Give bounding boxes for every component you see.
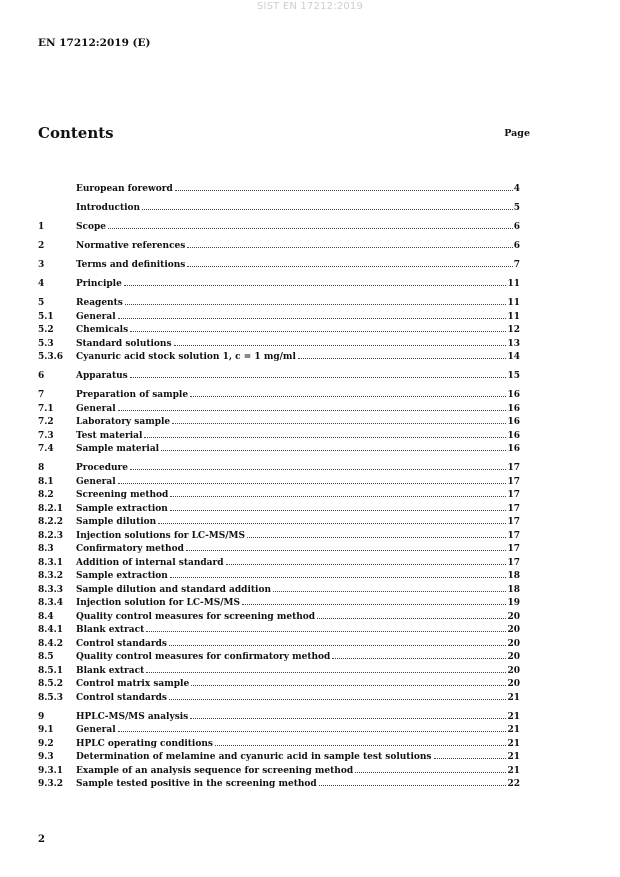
toc-entry-title: HPLC operating conditions bbox=[76, 738, 213, 749]
toc-entry[interactable] bbox=[38, 476, 520, 490]
toc-dot-leader bbox=[190, 718, 506, 719]
toc-entry[interactable] bbox=[38, 351, 520, 365]
toc-entry-page: 4 bbox=[513, 184, 520, 194]
toc-entry-number: 5.3 bbox=[38, 338, 54, 349]
toc-entry-page: 16 bbox=[507, 417, 520, 427]
document-identifier: EN 17212:2019 (E) bbox=[38, 37, 151, 49]
toc-entry-number: 7.1 bbox=[38, 403, 54, 414]
toc-entry-page: 7 bbox=[513, 260, 520, 270]
toc-entry-page: 15 bbox=[507, 371, 520, 381]
toc-entry-page: 20 bbox=[507, 611, 520, 622]
toc-entry-title: Sample tested positive in the screening method bbox=[76, 779, 317, 789]
toc-entry-page: 6 bbox=[513, 222, 520, 232]
toc-entry-title: Test material bbox=[76, 430, 143, 441]
toc-entry-number: 5 bbox=[38, 298, 45, 308]
toc-entry-title: Example of an analysis sequence for screening method bbox=[76, 765, 354, 776]
toc-dot-leader bbox=[158, 523, 506, 524]
toc-entry-number: 7 bbox=[38, 390, 45, 400]
toc-entry-title: Procedure bbox=[76, 463, 129, 473]
toc-entry[interactable] bbox=[38, 557, 520, 571]
toc-dot-leader bbox=[174, 345, 507, 346]
toc-entry-number: 3 bbox=[38, 260, 45, 270]
toc-entry[interactable] bbox=[38, 516, 520, 530]
toc-dot-leader bbox=[319, 785, 507, 786]
toc-dot-leader bbox=[242, 604, 507, 605]
toc-dot-leader bbox=[144, 437, 506, 438]
toc-dot-leader bbox=[124, 285, 507, 286]
toc-entry-title: Addition of internal standard bbox=[76, 557, 224, 568]
toc-entry[interactable] bbox=[38, 259, 520, 273]
toc-entry-number: 8.3 bbox=[38, 544, 54, 554]
toc-entry-number: 7.4 bbox=[38, 444, 54, 454]
toc-entry[interactable] bbox=[38, 311, 520, 325]
toc-dot-leader bbox=[169, 699, 506, 700]
toc-dot-leader bbox=[273, 591, 506, 592]
toc-dot-leader bbox=[170, 496, 506, 497]
toc-entry-number: 8.5 bbox=[38, 652, 54, 662]
toc-entry-number: 8.5.3 bbox=[38, 692, 64, 703]
toc-entry-number: 7.2 bbox=[38, 417, 54, 427]
toc-entry-page: 17 bbox=[507, 503, 520, 514]
toc-dot-leader bbox=[247, 537, 506, 538]
toc-entry-number: 6 bbox=[38, 371, 45, 381]
toc-entry-page: 18 bbox=[507, 571, 520, 581]
toc-entry-title: General bbox=[76, 476, 116, 487]
toc-entry-number: 9.3 bbox=[38, 752, 54, 762]
toc-dot-leader bbox=[175, 190, 513, 191]
toc-entry[interactable] bbox=[38, 778, 520, 792]
toc-entry-title: Sample dilution and standard addition bbox=[76, 584, 272, 595]
toc-entry[interactable] bbox=[38, 665, 520, 679]
toc-entry[interactable] bbox=[38, 597, 520, 611]
toc-dot-leader bbox=[146, 672, 506, 673]
toc-entry-page: 17 bbox=[507, 517, 520, 527]
toc-entry[interactable] bbox=[38, 297, 520, 311]
toc-entry-title: Quality control measures for screening method bbox=[76, 611, 316, 622]
toc-entry-title: Chemicals bbox=[76, 325, 129, 335]
toc-entry[interactable] bbox=[38, 221, 520, 235]
toc-entry-number: 9.3.2 bbox=[38, 779, 64, 789]
toc-entry-number: 8.3.4 bbox=[38, 598, 64, 608]
watermark-text: SIST EN 17212:2019 bbox=[256, 1, 364, 12]
toc-entry-title: Determination of melamine and cyanuric acid in sample test solutions bbox=[76, 752, 432, 762]
toc-entry-page: 18 bbox=[507, 584, 520, 595]
toc-entry[interactable] bbox=[38, 711, 520, 725]
toc-entry[interactable] bbox=[38, 370, 520, 384]
toc-entry-title: Sample material bbox=[76, 444, 160, 454]
toc-entry[interactable] bbox=[38, 765, 520, 779]
toc-entry-title: Injection solution for LC-MS/MS bbox=[76, 598, 240, 608]
toc-entry-page: 20 bbox=[507, 638, 520, 649]
toc-dot-leader bbox=[226, 564, 507, 565]
toc-entry-title: Standard solutions bbox=[76, 338, 172, 349]
toc-entry-page: 20 bbox=[507, 679, 520, 689]
footer-page-number: 2 bbox=[38, 834, 45, 845]
toc-entry[interactable] bbox=[38, 443, 520, 457]
toc-entry[interactable] bbox=[38, 202, 520, 216]
page-column-label: Page bbox=[504, 128, 530, 139]
toc-entry-title: European foreword bbox=[76, 184, 173, 194]
page-title: Contents bbox=[38, 124, 114, 142]
toc-entry-title: General bbox=[76, 403, 116, 414]
toc-entry-title: Blank extract bbox=[76, 625, 145, 635]
toc-entry-page: 21 bbox=[507, 711, 520, 722]
toc-entry-title: Blank extract bbox=[76, 665, 145, 676]
toc-entry[interactable] bbox=[38, 324, 520, 338]
toc-entry-title: Sample extraction bbox=[76, 503, 168, 514]
toc-entry[interactable] bbox=[38, 624, 520, 638]
toc-dot-leader bbox=[130, 469, 506, 470]
toc-entry-title: Laboratory sample bbox=[76, 417, 171, 427]
toc-entry-page: 17 bbox=[507, 490, 520, 500]
table-of-contents bbox=[38, 183, 520, 792]
toc-dot-leader bbox=[317, 618, 506, 619]
toc-entry-number: 9.2 bbox=[38, 738, 54, 749]
toc-entry-page: 17 bbox=[507, 530, 520, 541]
toc-entry-title: Scope bbox=[76, 222, 107, 232]
toc-dot-leader bbox=[191, 685, 506, 686]
toc-entry-number: 8.3.1 bbox=[38, 557, 64, 568]
toc-dot-leader bbox=[142, 209, 513, 210]
toc-dot-leader bbox=[118, 318, 507, 319]
toc-entry-page: 16 bbox=[507, 444, 520, 454]
toc-dot-leader bbox=[355, 772, 506, 773]
toc-entry-page: 12 bbox=[507, 325, 520, 335]
toc-entry[interactable] bbox=[38, 278, 520, 292]
toc-entry-title: Confirmatory method bbox=[76, 544, 184, 554]
toc-entry[interactable] bbox=[38, 638, 520, 652]
toc-entry-page: 21 bbox=[507, 738, 520, 749]
toc-entry-page: 16 bbox=[507, 390, 520, 400]
toc-entry-page: 17 bbox=[507, 544, 520, 554]
toc-entry[interactable] bbox=[38, 403, 520, 417]
toc-entry-title: Preparation of sample bbox=[76, 390, 189, 400]
toc-dot-leader bbox=[118, 483, 507, 484]
toc-entry-page: 17 bbox=[507, 476, 520, 487]
toc-dot-leader bbox=[125, 304, 507, 305]
toc-dot-leader bbox=[187, 247, 512, 248]
toc-entry-title: Sample extraction bbox=[76, 571, 168, 581]
toc-dot-leader bbox=[172, 423, 506, 424]
toc-entry[interactable] bbox=[38, 503, 520, 517]
toc-entry-page: 16 bbox=[507, 430, 520, 441]
toc-entry-number: 8.2 bbox=[38, 490, 54, 500]
toc-dot-leader bbox=[434, 758, 507, 759]
toc-entry-title: General bbox=[76, 311, 116, 322]
toc-entry[interactable] bbox=[38, 651, 520, 665]
toc-entry-page: 14 bbox=[507, 352, 520, 362]
toc-dot-leader bbox=[186, 550, 507, 551]
toc-entry[interactable] bbox=[38, 611, 520, 625]
toc-entry-title: Reagents bbox=[76, 298, 123, 308]
toc-entry-number: 8.5.1 bbox=[38, 665, 64, 676]
toc-entry-page: 21 bbox=[507, 752, 520, 762]
toc-entry-page: 21 bbox=[507, 765, 520, 776]
toc-dot-leader bbox=[108, 228, 513, 229]
toc-entry-number: 8.2.3 bbox=[38, 530, 64, 541]
toc-entry[interactable] bbox=[38, 240, 520, 254]
toc-entry[interactable] bbox=[38, 389, 520, 403]
toc-entry-page: 6 bbox=[513, 241, 520, 251]
toc-entry-title: Cyanuric acid stock solution 1, c = 1 mg/ml bbox=[76, 352, 296, 362]
toc-entry-page: 11 bbox=[507, 279, 520, 289]
toc-entry-number: 8 bbox=[38, 463, 45, 473]
toc-entry-title: Terms and definitions bbox=[76, 260, 186, 270]
toc-dot-leader bbox=[169, 645, 506, 646]
toc-entry-number: 8.4 bbox=[38, 611, 54, 622]
toc-entry-number: 9.1 bbox=[38, 725, 54, 735]
toc-entry[interactable] bbox=[38, 738, 520, 752]
toc-entry-title: Normative references bbox=[76, 241, 186, 251]
toc-entry-page: 20 bbox=[507, 625, 520, 635]
toc-entry-number: 8.3.3 bbox=[38, 584, 64, 595]
toc-entry-page: 20 bbox=[507, 665, 520, 676]
toc-entry-page: 13 bbox=[507, 338, 520, 349]
toc-entry-title: Apparatus bbox=[76, 371, 128, 381]
toc-entry[interactable] bbox=[38, 462, 520, 476]
toc-entry-number: 1 bbox=[38, 222, 45, 232]
toc-entry-page: 21 bbox=[507, 692, 520, 703]
toc-entry[interactable] bbox=[38, 543, 520, 557]
toc-entry-number: 2 bbox=[38, 241, 45, 251]
toc-entry-page: 16 bbox=[507, 403, 520, 414]
toc-entry-title: Control matrix sample bbox=[76, 679, 190, 689]
toc-entry-title: Introduction bbox=[76, 203, 141, 213]
toc-entry-page: 17 bbox=[507, 557, 520, 568]
toc-entry-page: 11 bbox=[507, 311, 520, 322]
toc-entry-number: 5.1 bbox=[38, 311, 54, 322]
toc-entry-page: 11 bbox=[507, 298, 520, 308]
toc-entry[interactable] bbox=[38, 183, 520, 197]
toc-dot-leader bbox=[215, 745, 507, 746]
toc-dot-leader bbox=[118, 731, 507, 732]
toc-entry-title: Screening method bbox=[76, 490, 169, 500]
toc-entry-page: 20 bbox=[507, 652, 520, 662]
toc-entry-page: 19 bbox=[507, 598, 520, 608]
toc-entry-title: Injection solutions for LC-MS/MS bbox=[76, 530, 246, 541]
toc-dot-leader bbox=[190, 396, 506, 397]
toc-entry-number: 9.3.1 bbox=[38, 765, 64, 776]
toc-dot-leader bbox=[161, 450, 506, 451]
toc-entry[interactable] bbox=[38, 416, 520, 430]
toc-entry[interactable] bbox=[38, 751, 520, 765]
toc-entry[interactable] bbox=[38, 678, 520, 692]
toc-entry-title: Sample dilution bbox=[76, 517, 157, 527]
toc-entry[interactable] bbox=[38, 530, 520, 544]
toc-entry-page: 17 bbox=[507, 463, 520, 473]
toc-entry-page: 5 bbox=[513, 203, 520, 213]
toc-entry-number: 5.2 bbox=[38, 325, 54, 335]
toc-entry-page: 22 bbox=[507, 779, 520, 789]
toc-entry[interactable] bbox=[38, 489, 520, 503]
toc-dot-leader bbox=[170, 577, 507, 578]
toc-entry[interactable] bbox=[38, 430, 520, 444]
toc-entry-title: Control standards bbox=[76, 692, 167, 703]
toc-entry-number: 5.3.6 bbox=[38, 352, 64, 362]
toc-entry-number: 8.4.1 bbox=[38, 625, 64, 635]
toc-dot-leader bbox=[130, 377, 507, 378]
toc-entry-number: 8.1 bbox=[38, 476, 54, 487]
toc-entry-number: 8.2.1 bbox=[38, 503, 64, 514]
toc-entry[interactable] bbox=[38, 338, 520, 352]
toc-entry-title: Control standards bbox=[76, 638, 167, 649]
toc-dot-leader bbox=[130, 331, 506, 332]
toc-dot-leader bbox=[332, 658, 506, 659]
toc-entry[interactable] bbox=[38, 584, 520, 598]
toc-entry-title: Quality control measures for confirmatory method bbox=[76, 652, 331, 662]
toc-dot-leader bbox=[170, 510, 507, 511]
toc-entry-number: 9 bbox=[38, 711, 45, 722]
toc-dot-leader bbox=[187, 266, 512, 267]
toc-entry[interactable] bbox=[38, 570, 520, 584]
toc-dot-leader bbox=[118, 410, 507, 411]
toc-entry-number: 8.5.2 bbox=[38, 679, 64, 689]
toc-entry-title: General bbox=[76, 725, 116, 735]
toc-entry-title: Principle bbox=[76, 279, 122, 289]
toc-dot-leader bbox=[146, 631, 506, 632]
toc-entry-number: 8.2.2 bbox=[38, 517, 64, 527]
toc-entry[interactable] bbox=[38, 692, 520, 706]
toc-entry-number: 8.4.2 bbox=[38, 638, 64, 649]
toc-entry-number: 8.3.2 bbox=[38, 571, 64, 581]
toc-entry-number: 4 bbox=[38, 279, 45, 289]
toc-entry-title: HPLC-MS/MS analysis bbox=[76, 711, 189, 722]
toc-dot-leader bbox=[298, 358, 507, 359]
toc-entry[interactable] bbox=[38, 724, 520, 738]
toc-entry-number: 7.3 bbox=[38, 430, 54, 441]
toc-entry-page: 21 bbox=[507, 725, 520, 735]
